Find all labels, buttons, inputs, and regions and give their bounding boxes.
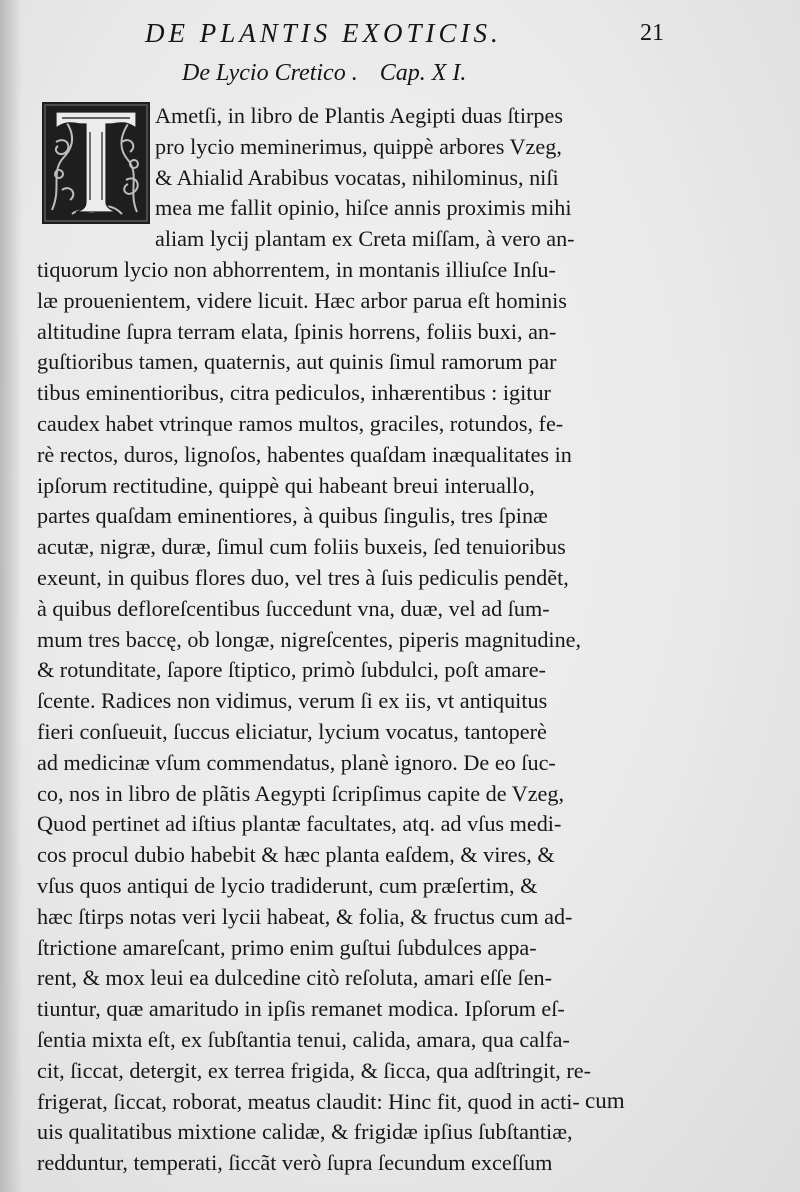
text-line: ſcente. Radices non vidimus, verum ſi ex iis, vt antiquitus bbox=[37, 688, 548, 714]
page-number: 21 bbox=[640, 20, 664, 46]
text-line: & Ahialid Arabibus vocatas, nihilominus, niſi bbox=[155, 164, 559, 190]
chapter-number: Cap. X I. bbox=[379, 60, 467, 86]
text-line: exeunt, in quibus flores duo, vel tres à ſuis pediculis pendẽt, bbox=[37, 564, 569, 590]
running-head-title: DE PLANTIS EXOTICIS. bbox=[145, 18, 502, 48]
text-line: tibus eminentioribus, citra pediculos, inhærentibus : igitur bbox=[37, 380, 551, 406]
page-edge-shadow bbox=[0, 0, 22, 1192]
text-line: frigerat, ſiccat, roborat, meatus claudit: Hinc fit, quod in acti- bbox=[37, 1088, 580, 1114]
body-text bbox=[37, 101, 672, 1179]
text-line: partes quaſdam eminentiores, à quibus ſingulis, tres ſpinæ bbox=[37, 503, 548, 529]
text-line: guſtioribus tamen, quaternis, aut quinis ſimul ramorum par bbox=[37, 349, 557, 375]
text-line: ad medicinæ vſum commendatus, planè ignoro. De eo ſuc- bbox=[37, 749, 556, 775]
text-line: tiuntur, quæ amaritudo in ipſis remanet modica. Ipſorum eſ- bbox=[37, 996, 565, 1022]
text-line: aliam lycij plantam ex Creta miſſam, à vero an- bbox=[155, 226, 575, 252]
text-line: tiquorum lycio non abhorrentem, in montanis illiuſce Inſu- bbox=[37, 256, 556, 282]
text-line: à quibus defloreſcentibus ſuccedunt vna, duæ, vel ad ſum- bbox=[37, 595, 550, 621]
text-line: redduntur, temperati, ſiccãt verò ſupra ſecundum exceſſum bbox=[37, 1150, 553, 1176]
text-line: uis qualitatibus mixtione calidæ, & frigidæ ipſius ſubſtantiæ, bbox=[37, 1119, 573, 1145]
text-line: Quod pertinet ad iſtius plantæ facultates, atq. ad vſus medi- bbox=[37, 811, 562, 837]
text-line: cit, ſiccat, detergit, ex terrea frigida, & ſicca, qua adſtringit, re- bbox=[37, 1057, 592, 1083]
text-line: mea me fallit opinio, hiſce annis proximis mihi bbox=[155, 195, 572, 221]
text-line: co, nos in libro de plãtis Aegypti ſcripſimus capite de Vzeg, bbox=[37, 780, 565, 806]
text-line: ſtrictione amareſcant, primo enim guſtui ſubdulces appa- bbox=[37, 934, 537, 960]
text-line: rent, & mox leui ea dulcedine citò reſoluta, amari eſſe ſen- bbox=[37, 965, 553, 991]
text-line: Ametſi, in libro de Plantis Aegipti duas ſtirpes bbox=[155, 103, 563, 128]
text-line: acutæ, nigræ, duræ, ſimul cum foliis buxeis, ſed tenuioribus bbox=[37, 534, 566, 560]
text-line: vſus quos antiqui de lycio tradiderunt, cum præſertim, & bbox=[37, 872, 538, 898]
text-line: hæc ſtirps notas veri lycii habeat, & folia, & fructus cum ad- bbox=[37, 903, 573, 929]
text-line: cos procul dubio habebit & hæc planta eaſdem, & vires, & bbox=[37, 842, 555, 868]
chapter-heading bbox=[182, 60, 466, 87]
text-line: rè rectos, duros, lignoſos, habentes quaſdam inæqualitates in bbox=[37, 441, 572, 467]
text-line: pro lycio meminerimus, quippè arbores Vzeg, bbox=[155, 133, 562, 159]
text-line: læ prouenientem, videre licuit. Hæc arbor parua eſt hominis bbox=[37, 287, 567, 313]
text-line: fieri conſueuit, ſuccus eliciatur, lycium vocatus, tantoperè bbox=[37, 718, 547, 744]
text-line: altitudine ſupra terram elata, ſpinis horrens, foliis buxi, an- bbox=[37, 318, 557, 344]
catchword: cum bbox=[585, 1088, 625, 1113]
text-line: ipſorum rectitudine, quippè qui habeant breui interuallo, bbox=[37, 472, 535, 498]
chapter-title: De Lycio Cretico . bbox=[182, 60, 358, 86]
text-line: ſentia mixta eſt, ex ſubſtantia tenui, calida, amara, qua calfa- bbox=[37, 1026, 570, 1052]
text-line: caudex habet vtrinque ramos multos, graciles, rotundos, fe- bbox=[37, 410, 564, 436]
text-line: mum tres baccę, ob longæ, nigreſcentes, piperis magnitudine, bbox=[37, 626, 582, 652]
text-line: & rotunditate, ſapore ſtiptico, primò ſubdulci, poſt amare- bbox=[37, 657, 546, 683]
